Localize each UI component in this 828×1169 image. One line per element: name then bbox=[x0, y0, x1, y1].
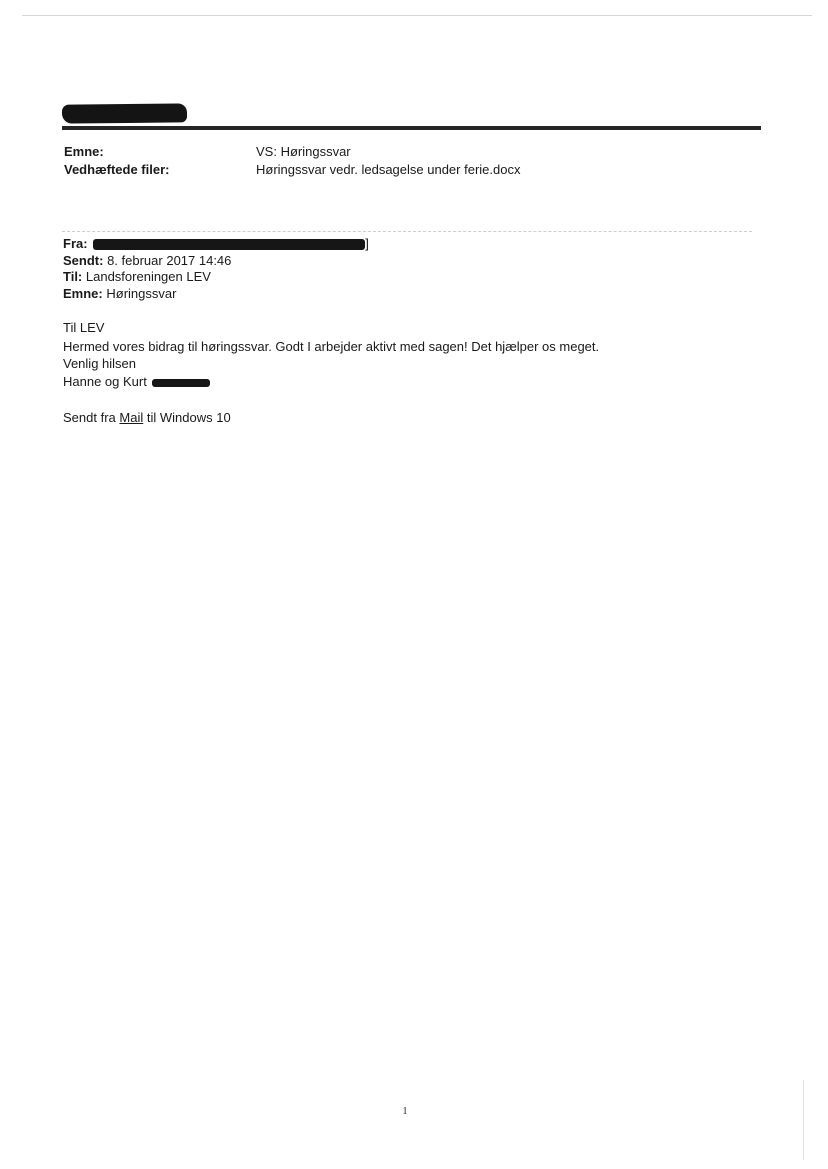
message-body: Hermed vores bidrag til høringssvar. Godt I arbejder aktivt med sagen! Det hjælper os meget. bbox=[63, 339, 600, 354]
to-line bbox=[63, 269, 211, 285]
sent-value: 8. februar 2017 14:46 bbox=[107, 253, 232, 268]
mail-link[interactable]: Mail bbox=[119, 410, 144, 425]
from-label: Fra: bbox=[63, 236, 88, 251]
header-divider bbox=[62, 126, 761, 130]
scan-top-edge bbox=[22, 15, 812, 16]
message-signature-line bbox=[63, 374, 210, 390]
forward-subject-label: Emne: bbox=[63, 286, 103, 301]
to-value: Landsforeningen LEV bbox=[85, 269, 211, 284]
message-greeting: Til LEV bbox=[63, 320, 105, 335]
sent-label: Sendt: bbox=[63, 253, 104, 268]
message-footer bbox=[63, 410, 231, 426]
page-number: 1 bbox=[402, 1105, 408, 1117]
redacted-from-address bbox=[93, 239, 365, 250]
subject-value: VS: Høringssvar bbox=[256, 144, 351, 159]
footer-suffix: til Windows 10 bbox=[146, 410, 231, 425]
message-signature: Hanne og Kurt bbox=[63, 374, 147, 389]
message-closing: Venlig hilsen bbox=[63, 356, 136, 371]
attachments-label: Vedhæftede filer: bbox=[64, 162, 170, 177]
subject-label: Emne: bbox=[64, 144, 104, 159]
to-label: Til: bbox=[63, 269, 83, 284]
redacted-sender-name bbox=[62, 103, 187, 123]
forward-subject-value: Høringssvar bbox=[106, 286, 177, 301]
attachment-file-name[interactable]: Høringssvar vedr. ledsagelse under ferie.docx bbox=[256, 162, 521, 177]
redacted-surname bbox=[152, 379, 210, 387]
from-bracket: ] bbox=[365, 236, 369, 251]
forward-separator bbox=[62, 231, 752, 232]
scan-right-edge bbox=[803, 1080, 804, 1160]
forward-subject-line bbox=[63, 286, 176, 302]
footer-prefix: Sendt fra bbox=[63, 410, 116, 425]
from-line bbox=[63, 236, 369, 252]
sent-line bbox=[63, 253, 231, 269]
